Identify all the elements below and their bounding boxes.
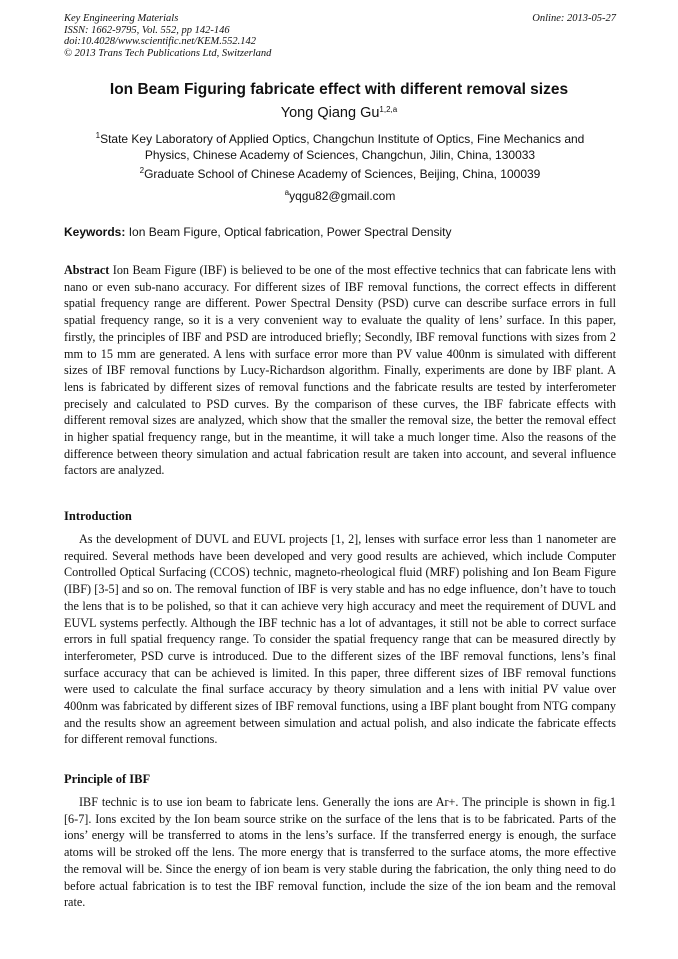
paper-title: Ion Beam Figuring fabricate effect with different removal sizes: [109, 81, 569, 98]
online-date: Online: 2013-05-27: [532, 13, 616, 24]
journal-header: [64, 13, 616, 59]
journal-name: Key Engineering Materials: [64, 13, 179, 24]
abstract-text: Ion Beam Figure (IBF) is believed to be one of the most effective technics that can fabricate lens with nano or even sub-nano accuracy. For different sizes of IBF removal functions, the correct effects in different spatial frequency range are different. Power Spectral Density (PSD) curve can describe surface errors in full spatial frequency range, so it is a very convenient way to evaluate the quality of lens’ surface. In this paper, firstly, the principles of IBF and PSD are introduced briefly; Secondly, IBF removal functions with sizes from 2 mm to 15 mm are generated. A lens with surface error more than PV value 400nm is simulated with different sizes of IBF removal functions by Lucy-Richardson algorithm. Finally, experiments are done by IBF plant. A lens is fabricated by different sizes of removal functions and the fabricate results are tested by interferometer precisely and calculated to PSD curves. By the comparison of these curves, the IBF fabricate effects with different removal sizes are analyzed, which show that the smaller the removal size, the better the removal effect in higher spatial frequency range, but in the meantime, it will take a much longer time. Also the reasons of the difference between theory simulation and actual fabrication result are taken into account, and several influence factors are analyzed.: [64, 263, 617, 478]
author-email: [90, 188, 590, 204]
principle-paragraph: IBF technic is to use ion beam to fabricate lens. Generally the ions are Ar+. The principle is shown in fig.1 [6-7]. Ions excited by the Ion beam source strike on the surface of the lens that is to be fabricated. Parts of the ions’ energy will be transferred to atoms in the lens’s surface. If the transferred energy is enough, the surface atoms will be stroked off the lens. The more energy that is transferred to the surface atoms, the more effective the removal will be. Since the energy of ion beam is very stable during the fabrication, the only thing need to do before actual fabrication is to test the IBF removal function, include the size of the ion beam and the removal rate.: [64, 795, 616, 910]
author-name: Yong Qiang Gu: [280, 105, 380, 121]
author-line: [0, 103, 678, 123]
affiliation-text: Graduate School of Chinese Academy of Sciences, Beijing, China, 100039: [144, 167, 541, 181]
keywords-label: Keywords:: [64, 225, 126, 239]
keywords: [64, 224, 616, 240]
affiliation-superscript: 2: [139, 166, 145, 175]
email-text: yqgu82@gmail.com: [289, 189, 396, 203]
section-heading-introduction: Introduction: [64, 509, 132, 523]
affiliation-superscript: 1: [95, 131, 101, 140]
abstract: [64, 262, 616, 479]
issn-line: ISSN: 1662-9795, Vol. 552, pp 142-146: [64, 24, 230, 36]
email-superscript: a: [284, 188, 290, 197]
affiliation-1: [90, 131, 590, 163]
section-heading-principle: Principle of IBF: [64, 772, 151, 786]
abstract-label: Abstract: [64, 263, 110, 277]
keywords-text: Ion Beam Figure, Optical fabrication, Power Spectral Density: [128, 225, 452, 239]
introduction-paragraph: As the development of DUVL and EUVL projects [1, 2], lenses with surface error less than 1 nanometer are required. Several methods have been developed and very good results are achieved, which include Computer Controlled Optical Surfacing (CCOS) technic, magneto-rheological fluid (MRF) polishing and Ion Beam Figure (IBF) [3-5] and so on. The removal function of IBF is very stable and has no edge influence, don’t have to touch the lens that is to be polished, so that it can achieve very high accuracy and meet the requirement of DUVL and EUVL systems perfectly. Although the IBF technic has a lot of advantages, it still not be able to correct surface errors in full spatial frequency range. To consider the spatial frequency range that can be measured directly by interferometer, PSD curve is introduced. Due to the different sizes of the IBF removal functions, lens’s final surface accuracy that can be achieved is limited. In this paper, three different sizes of IBF removal functions were used to calculate the final surface accuracy by theory simulation and a lens with initial PV value over 400nm was fabricated by different sizes of IBF removal functions, using a IBF plant bought from NTG company and the results show an agreement between simulation and actual polish, and also indicate the fabricate effects for different removal functions.: [64, 532, 616, 747]
author-superscript: 1,2,a: [379, 105, 398, 114]
copyright-line: © 2013 Trans Tech Publications Ltd, Switzerland: [64, 47, 272, 59]
doi-line: doi:10.4028/www.scientific.net/KEM.552.142: [64, 36, 256, 47]
affiliation-2: [90, 166, 590, 182]
affiliation-text: State Key Laboratory of Applied Optics, Changchun Institute of Optics, Fine Mechanics and Physics, Chinese Academy of Sciences, Changchun, Jilin, China, 130033: [100, 132, 585, 162]
